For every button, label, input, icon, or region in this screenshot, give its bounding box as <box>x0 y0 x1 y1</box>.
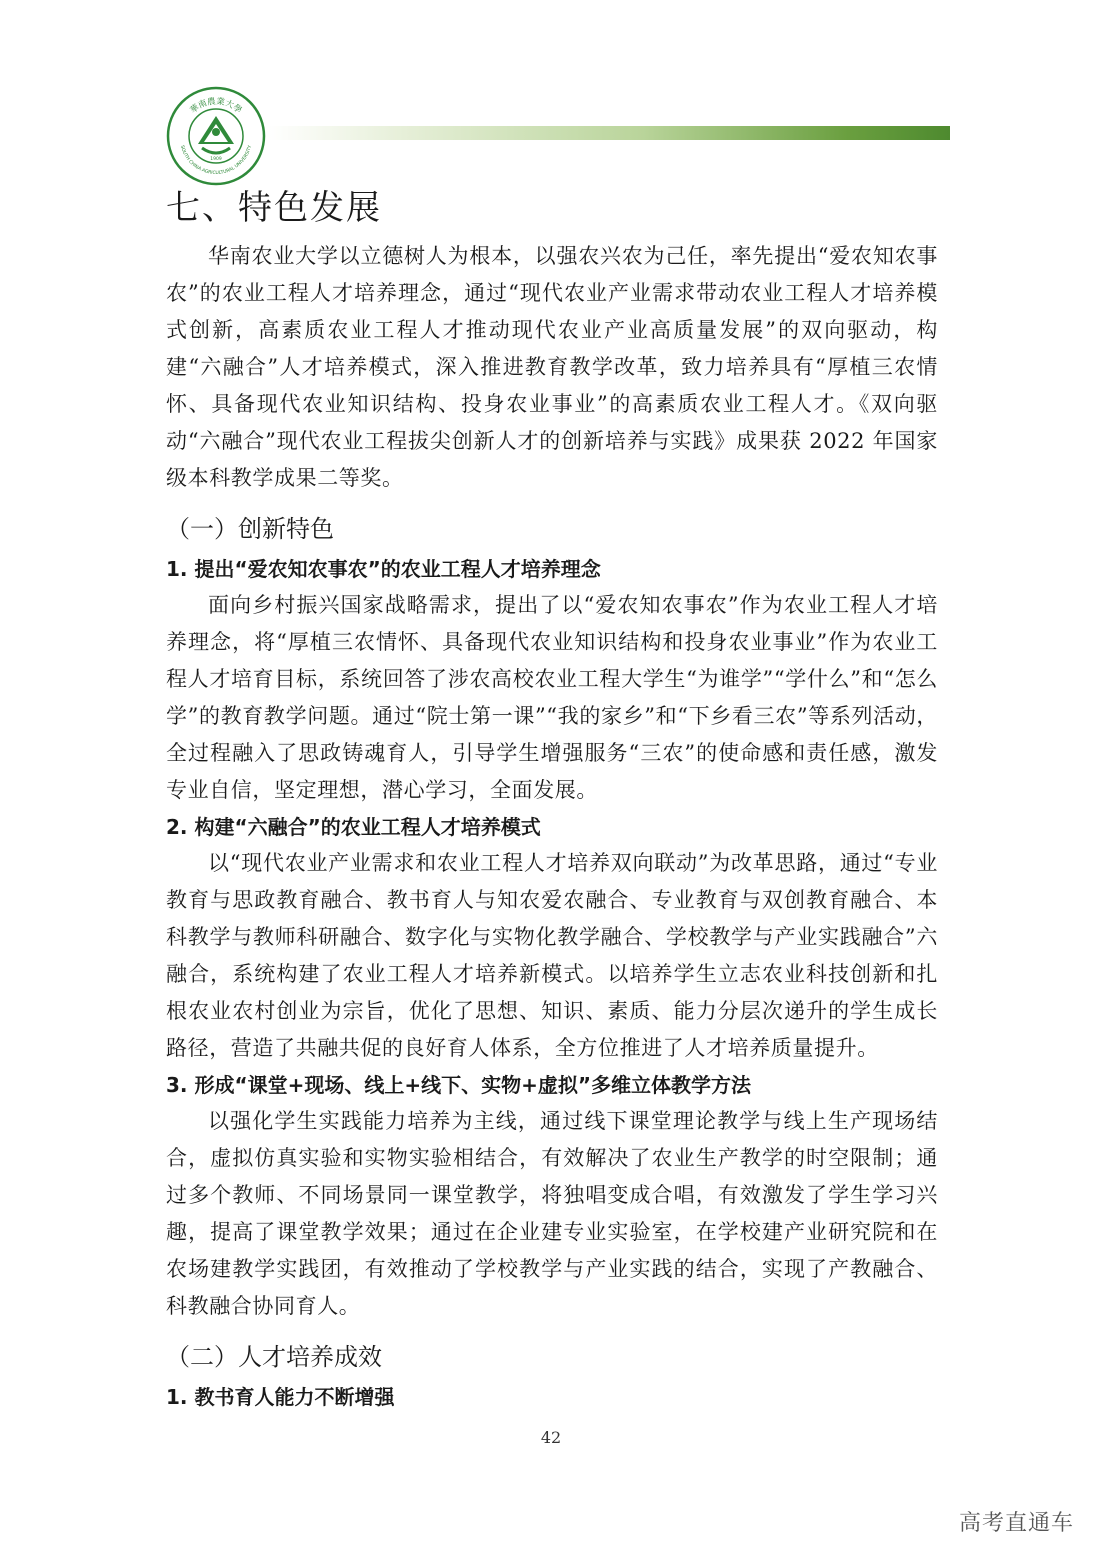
logo-year: 1909 <box>210 157 222 162</box>
subsection-title-1: 1. 提出“爱农知农事农”的农业工程人才培养理念 <box>166 557 601 581</box>
subsection-title-3: 3. 形成“课堂+现场、线上+线下、实物+虚拟”多维立体教学方法 <box>166 1073 752 1097</box>
header-gradient-bar <box>268 126 950 140</box>
subsection-paragraph-1: 面向乡村振兴国家战略需求，提出了以“爱农知农事农”作为农业工程人才培养理念，将“厚植三农情怀、具备现代农业知识结构和投身农业事业”作为农业工程人才培育目标，系统回答了涉农高校农业工程大学生“为谁学”“学什么”和“怎么学”的教育教学问题。通过“院士第一课”“我的家乡”和“下乡看三农”等系列活动，全过程融入了思政铸魂育人，引导学生增强服务“三农”的使命感和责任感，激发专业自信，坚定理想，潜心学习，全面发展。 <box>166 593 938 802</box>
page-number: 42 <box>540 1428 562 1447</box>
page-header <box>0 0 1102 190</box>
subsection-title-2: 2. 构建“六融合”的农业工程人才培养模式 <box>166 815 541 839</box>
document-body <box>166 186 938 1415</box>
chapter-intro-paragraph: 华南农业大学以立德树人为根本，以强农兴农为己任，率先提出“爱农知农事农”的农业工程人才培养理念，通过“现代农业产业需求带动农业工程人才培养模式创新，高素质农业工程人才推动现代农业产业高质量发展”的双向驱动，构建“六融合”人才培养模式，深入推进教育教学改革，致力培养具有“厚植三农情怀、具备现代农业知识结构、投身农业事业”的高素质农业工程人才。《双向驱动“六融合”现代农业工程拔尖创新人才的创新培养与实践》成果获 2022 年国家级本科教学成果二等奖。 <box>166 244 938 490</box>
logo-cn-text: 華南農業大學 <box>188 96 244 116</box>
chapter-title: 七、特色发展 <box>166 188 382 228</box>
subsection-paragraph-3: 以强化学生实践能力培养为主线，通过线下课堂理论教学与线上生产现场结合，虚拟仿真实验和实物实验相结合，有效解决了农业生产教学的时空限制；通过多个教师、不同场景同一课堂教学，将独唱变成合唱，有效激发了学生学习兴趣，提高了课堂教学效果；通过在企业建专业实验室，在学校建产业研究院和在农场建教学实践团，有效推动了学校教学与产业实践的结合，实现了产教融合、科教融合协同育人。 <box>166 1109 938 1318</box>
section-title-outcomes: （二）人才培养成效 <box>166 1343 382 1371</box>
subsection-paragraph-2: 以“现代农业产业需求和农业工程人才培养双向联动”为改革思路，通过“专业教育与思政教育融合、教书育人与知农爱农融合、专业教育与双创教育融合、本科教学与教师科研融合、数字化与实物化教学融合、学校教学与产业实践融合”六融合，系统构建了农业工程人才培养新模式。以培养学生立志农业科技创新和扎根农业农村创业为宗旨，优化了思想、知识、素质、能力分层次递升的学生成长路径，营造了共融共促的良好育人体系，全方位推进了人才培养质量提升。 <box>166 851 938 1060</box>
university-seal-icon <box>166 86 266 186</box>
subsection-title-outcomes-1: 1. 教书育人能力不断增强 <box>166 1385 395 1409</box>
section-title-innovation: （一）创新特色 <box>166 515 334 543</box>
watermark-text: 高考直通车 <box>958 1511 1074 1536</box>
logo-en-text: SOUTH CHINA AGRICULTURAL UNIVERSITY <box>178 144 254 177</box>
